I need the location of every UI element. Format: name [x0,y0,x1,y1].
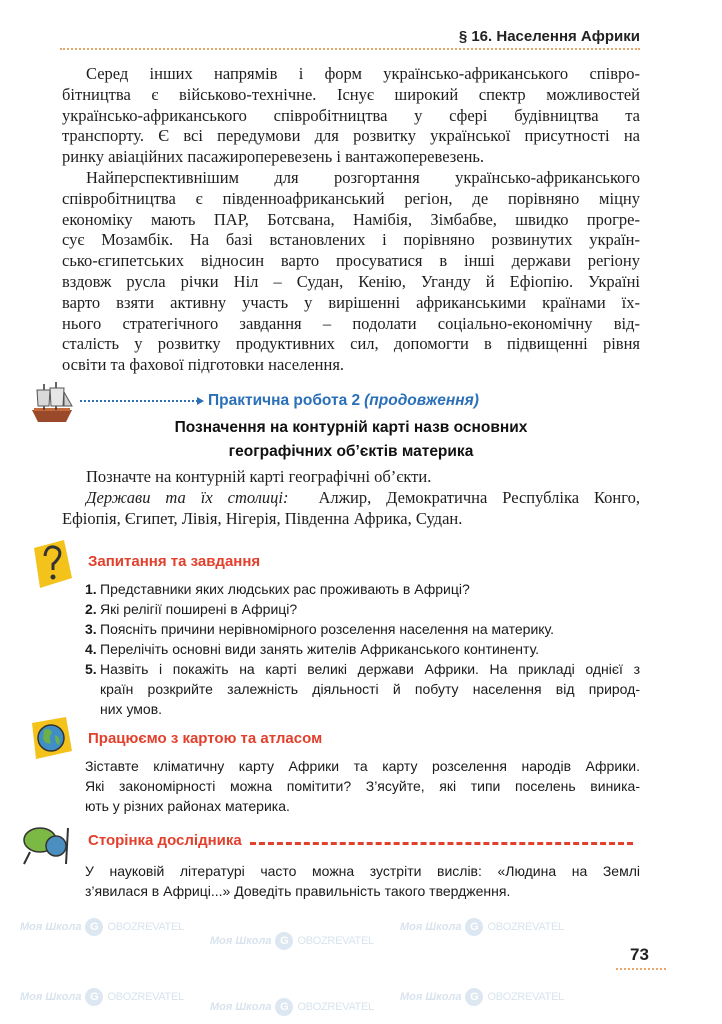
list-item [85,579,640,599]
item-text: країн розкрийте залежність діяльності й побуту населення від природ- [100,681,640,697]
watermark-school-text: Моя Школа [400,921,462,933]
item-text: Які релігії поширені в Африці? [100,601,298,617]
item-text: Назвіть і покажіть на карті великі держави Африки. На прикладі однієї з [100,661,640,677]
watermark-logo-icon: G [465,988,483,1006]
watermark-brand-text: OBOZREVATEL [107,921,184,933]
page-number-ornament [616,968,666,970]
states-list: Алжир, Демократична Республіка Конго, [318,487,640,507]
states-line: Ефіопія, Єгипет, Лівія, Нігерія, Південна Африка, Судан. [62,508,463,528]
research-title: Сторінка дослідника [88,832,242,849]
watermark-school-text: Моя Школа [20,921,82,933]
watermark-logo-icon: G [275,932,293,950]
text-line: співробітництва є південноафриканський регіон, де порівняно міцну [62,188,640,208]
subtitle-line: Позначення на контурній карті назв основних [174,419,528,436]
research-text [85,861,640,901]
list-item [85,659,640,719]
header-divider [60,48,640,50]
globe-icon [28,715,74,766]
watermark-school-text: Моя Школа [20,991,82,1003]
text-line: У науковій літературі часто можна зустріти вислів: «Людина на Землі [85,863,640,879]
watermark-brand-text: OBOZREVATEL [487,991,564,1003]
text-line: сько-єгипетських відносин варто просуватися в інші держави регіону [62,251,640,271]
practical-work-body [62,467,640,529]
item-number: 5. [85,661,97,677]
item-text: Представники яких людських рас проживають в Африці? [100,581,470,597]
item-number: 2. [85,601,97,617]
text-line: Серед інших напрямів і форм українсько-африканського співро- [86,64,640,83]
watermark-brand-text: OBOZREVATEL [297,935,374,947]
subtitle-line: географічних об’єктів материка [228,443,474,460]
practical-work-subtitle [62,416,640,464]
explorer-icon [20,822,76,873]
watermark-school-text: Моя Школа [210,935,272,947]
section-header-title: § 16. Населення Африки [458,28,640,45]
text-line: вздовж русла річки Ніл – Судан, Кенію, Уганду й Ефіопію. Україні [62,271,640,291]
text-line: українсько-африканського співробітництва у сфері будівництва та [62,105,640,125]
page-number: 73 [630,945,649,964]
practical-title-text: Практична робота 2 [208,392,361,409]
practical-work-title [208,392,479,410]
practical-work-heading [80,392,479,410]
watermark-brand-text: OBOZREVATEL [297,1001,374,1013]
instruction-text: Позначте на контурній карті географічні об’єкти. [86,467,432,486]
practical-title-suffix: (продовження) [364,392,479,409]
list-item [85,639,640,659]
watermark-logo-icon: G [465,918,483,936]
text-line: економіку мають ПАР, Ботсвана, Намібія, Зімбабве, швидко прогре- [62,209,640,229]
item-number: 1. [85,581,97,597]
dotted-arrow-icon [80,400,198,402]
watermark-brand-text: OBOZREVATEL [487,921,564,933]
map-work-title: Працюємо з картою та атласом [88,730,323,747]
text-line: Зіставте кліматичну карту Африки та карту розселення народів Африки. [85,758,640,774]
watermark [400,988,564,1006]
research-heading [88,832,633,850]
watermark-logo-icon: G [275,998,293,1016]
dashed-divider [250,842,633,845]
questions-list [85,579,640,719]
text-line: ринку авіаційних пасажироперевезень і вантажоперевезень. [62,147,485,167]
watermark [400,918,564,936]
text-line: нього стратегічного завдання – подолати соціально-економічну від- [62,313,640,333]
item-text: Поясніть причини нерівномірного розселення населення на материку. [100,621,555,637]
watermark-logo-icon: G [85,918,103,936]
watermark-brand-text: OBOZREVATEL [107,991,184,1003]
watermark [20,918,184,936]
questions-title: Запитання та завдання [88,553,261,570]
watermark [20,988,184,1006]
item-number: 4. [85,641,97,657]
item-text: них умов. [100,701,163,717]
text-line: бітництва є військово-технічне. Існує широкий спектр можливостей [62,84,640,104]
states-label: Держави та їх столиці: [86,487,289,507]
list-item [85,619,640,639]
text-line: ють у різних районах материка. [85,798,290,814]
text-line: з’явилася в Африці...» Доведіть правильність такого твердження. [85,883,511,899]
item-text: Перелічіть основні види занять жителів Африканського континенту. [100,641,540,657]
text-line: Найперспективнішим для розгортання українсько-африканського [86,167,640,187]
watermark-school-text: Моя Школа [400,991,462,1003]
watermark-school-text: Моя Школа [210,1001,272,1013]
question-mark-icon [30,538,74,595]
watermark-logo-icon: G [85,988,103,1006]
item-number: 3. [85,621,97,637]
text-line: варто взяти активну участь у вирішенні африканськими країнами їх- [62,292,640,312]
text-line: сталість у розвитку продуктивних сил, допомогти в підвищенні рівня [62,334,640,354]
states-line [62,488,640,509]
intro-paragraphs [62,64,640,376]
text-line: освіти та фахової підготовки населення. [62,355,345,375]
watermark [210,998,374,1016]
watermark [210,932,374,950]
text-line: Які закономірності можна помітити? З’ясуйте, які типи поселень виника- [85,778,640,794]
text-line: сує Мозамбік. На базі встановлених і порівняно розвинутих україн- [62,230,640,250]
map-work-text [85,756,640,816]
list-item [85,599,640,619]
text-line: транспорту. Є всі передумови для розвитку української присутності на [62,126,640,146]
